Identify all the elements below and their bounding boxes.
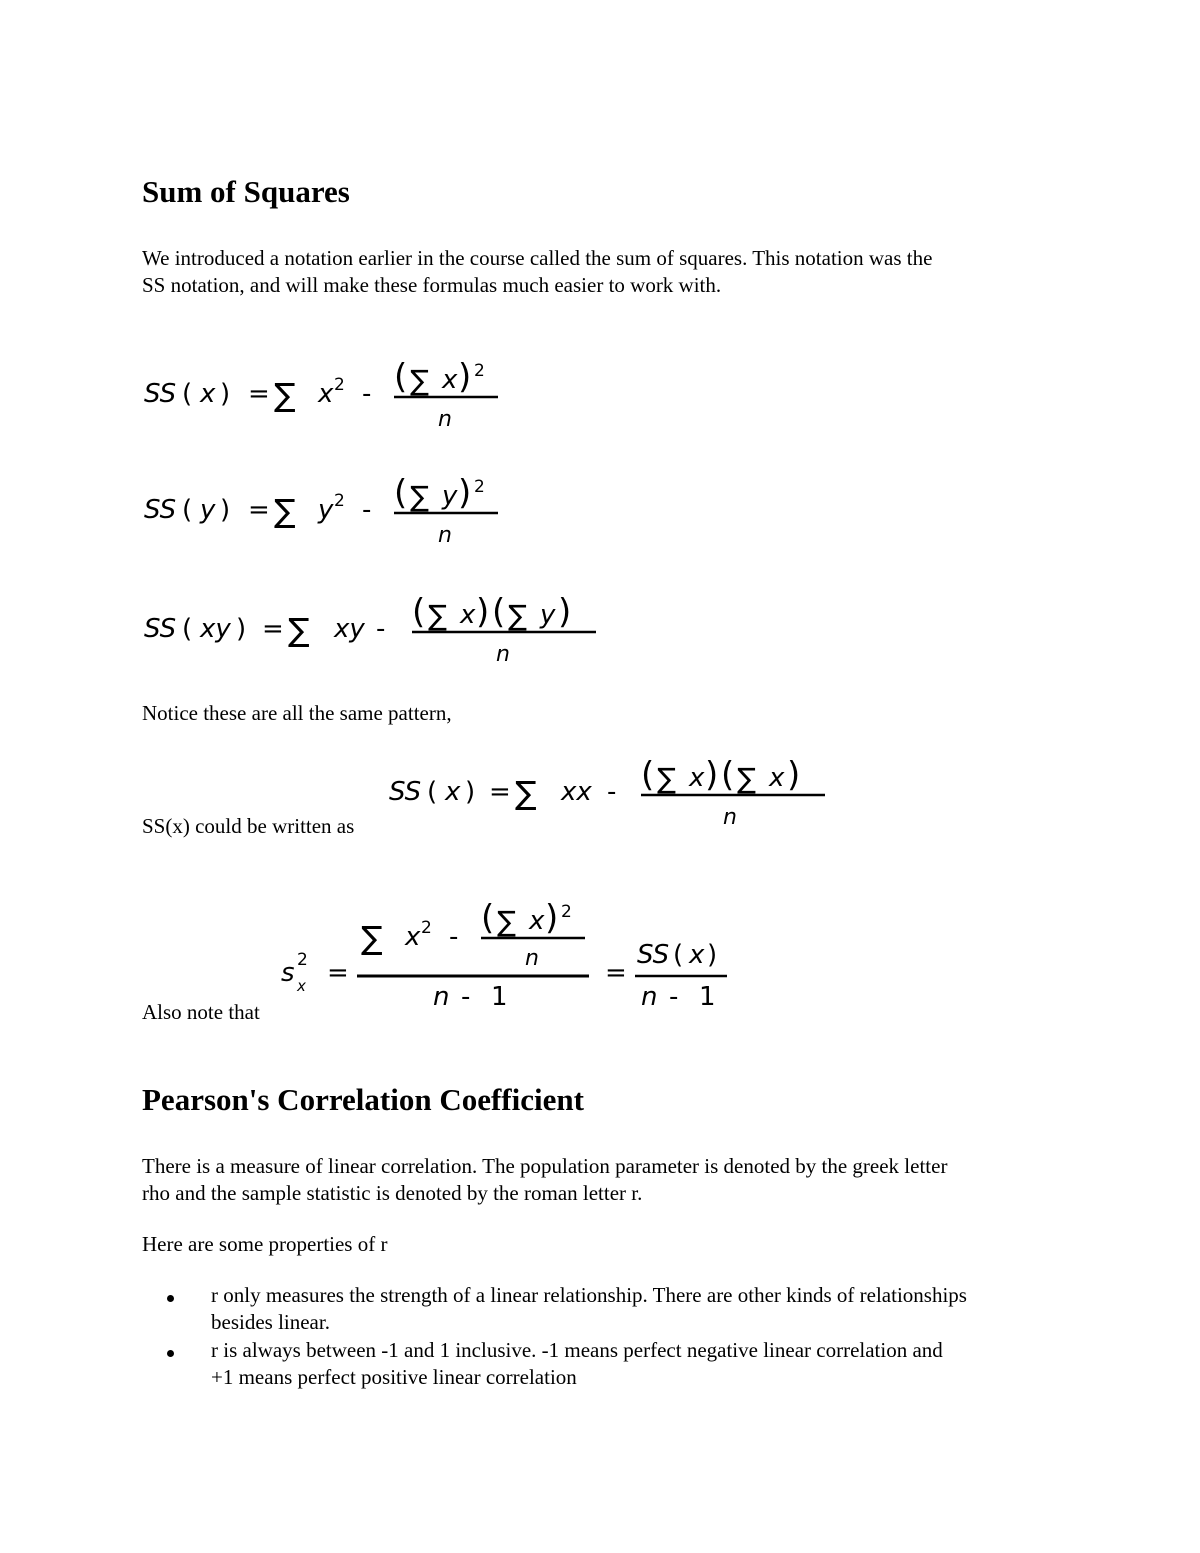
svg-text:∑: ∑ <box>497 905 516 938</box>
svg-text:∑: ∑ <box>508 599 527 632</box>
svg-text:(: ( <box>412 592 426 632</box>
svg-text:(: ( <box>721 755 735 795</box>
svg-text:): ) <box>558 592 572 632</box>
svg-text:): ) <box>787 755 801 795</box>
svg-text:): ) <box>458 357 472 397</box>
list-item-line-1: r is always between -1 and 1 inclusive. -1 means perfect negative linear correlation and <box>211 1338 943 1362</box>
notice-paragraph: Notice these are all the same pattern, <box>142 701 452 725</box>
svg-text:x: x <box>689 940 705 970</box>
svg-text:x: x <box>200 379 216 409</box>
svg-text:SS: SS <box>389 777 422 807</box>
svg-text:1: 1 <box>699 982 716 1012</box>
svg-text:x: x <box>405 922 421 952</box>
svg-text:2: 2 <box>334 491 345 511</box>
formula-ss-x <box>140 350 520 435</box>
svg-text:): ) <box>705 755 719 795</box>
section-heading-sum-of-squares: Sum of Squares <box>142 174 350 209</box>
svg-text:∑: ∑ <box>288 611 310 649</box>
svg-text:2: 2 <box>421 918 432 938</box>
svg-text:1: 1 <box>491 982 508 1012</box>
svg-text:n: n <box>525 946 539 971</box>
svg-text:n: n <box>723 805 737 830</box>
svg-text:∑: ∑ <box>515 774 537 812</box>
svg-text:(: ( <box>673 940 684 970</box>
bullet-dot <box>167 1295 174 1302</box>
ssx-written-paragraph: SS(x) could be written as <box>142 814 355 838</box>
svg-text:-: - <box>362 495 372 525</box>
svg-text:): ) <box>476 592 490 632</box>
formula-ss-xy <box>140 585 610 670</box>
svg-text:(: ( <box>641 755 655 795</box>
svg-text:2: 2 <box>334 375 345 395</box>
svg-text:(: ( <box>481 898 495 938</box>
svg-text:=: = <box>327 958 349 988</box>
svg-text:∑: ∑ <box>410 480 429 513</box>
svg-text:n: n <box>438 407 452 432</box>
svg-text:=: = <box>262 614 284 644</box>
intro-paragraph-line-1: We introduced a notation earlier in the course called the sum of squares. This notation was the <box>142 246 933 270</box>
section-heading-pearson: Pearson's Correlation Coefficient <box>142 1082 584 1117</box>
svg-text:-: - <box>362 379 372 409</box>
also-note-paragraph: Also note that <box>142 1000 260 1024</box>
pearson-intro-line-1: There is a measure of linear correlation. The population parameter is denoted by the greek letter <box>142 1154 948 1178</box>
list-item-line-1: r only measures the strength of a linear relationship. There are other kinds of relationships <box>211 1283 967 1307</box>
svg-text:=: = <box>489 777 511 807</box>
svg-text:x: x <box>769 763 785 793</box>
intro-paragraph-line-2: SS notation, and will make these formulas much easier to work with. <box>142 273 722 297</box>
formula-ss-y <box>140 466 520 551</box>
svg-text:): ) <box>220 495 231 525</box>
svg-text:): ) <box>458 473 472 513</box>
svg-text:2: 2 <box>474 361 485 381</box>
bullet-dot <box>167 1350 174 1357</box>
svg-text:y: y <box>540 600 556 630</box>
svg-text:y: y <box>442 481 458 511</box>
pearson-intro-line-2: rho and the sample statistic is denoted by the roman letter r. <box>142 1181 643 1205</box>
svg-text:xx: xx <box>561 777 592 807</box>
svg-text:∑: ∑ <box>428 599 447 632</box>
svg-text:x: x <box>318 379 334 409</box>
list-item-line-2: besides linear. <box>211 1310 330 1334</box>
svg-text:n: n <box>433 982 450 1012</box>
svg-text:): ) <box>220 379 231 409</box>
svg-text:): ) <box>465 777 476 807</box>
svg-text:x: x <box>460 600 476 630</box>
svg-text:xy: xy <box>200 614 231 644</box>
svg-text:SS: SS <box>144 495 177 525</box>
svg-text:(: ( <box>492 592 506 632</box>
svg-text:=: = <box>248 495 270 525</box>
svg-text:n: n <box>496 642 510 667</box>
svg-text:x: x <box>689 763 705 793</box>
svg-text:2: 2 <box>474 477 485 497</box>
svg-text:SS: SS <box>144 379 177 409</box>
svg-text:2: 2 <box>561 902 572 922</box>
svg-text:(: ( <box>182 379 193 409</box>
svg-text:): ) <box>545 898 559 938</box>
svg-text:∑: ∑ <box>410 364 429 397</box>
svg-text:n: n <box>438 523 452 548</box>
svg-text:x: x <box>529 906 545 936</box>
properties-intro: Here are some properties of r <box>142 1232 388 1256</box>
svg-text:x: x <box>445 777 461 807</box>
svg-text:s: s <box>281 958 295 988</box>
svg-text:(: ( <box>182 614 193 644</box>
svg-text:xy: xy <box>334 614 365 644</box>
svg-text:-: - <box>461 982 471 1012</box>
svg-text:-: - <box>607 777 617 807</box>
svg-text:y: y <box>318 495 334 525</box>
svg-text:∑: ∑ <box>737 762 756 795</box>
svg-text:n: n <box>641 982 658 1012</box>
list-item-line-2: +1 means perfect positive linear correlation <box>211 1365 577 1389</box>
svg-text:∑: ∑ <box>274 376 296 414</box>
svg-text:-: - <box>669 982 679 1012</box>
svg-text:y: y <box>200 495 216 525</box>
svg-text:∑: ∑ <box>361 919 383 957</box>
svg-text:2: 2 <box>297 950 308 970</box>
svg-text:=: = <box>248 379 270 409</box>
formula-sample-variance <box>275 885 745 1020</box>
svg-text:∑: ∑ <box>274 492 296 530</box>
svg-text:): ) <box>707 940 718 970</box>
svg-text:(: ( <box>427 777 438 807</box>
svg-text:(: ( <box>394 357 408 397</box>
formula-ss-x-as-xx <box>385 748 835 833</box>
svg-text:SS: SS <box>637 940 670 970</box>
svg-text:x: x <box>297 977 306 995</box>
svg-text:-: - <box>449 922 459 952</box>
svg-text:(: ( <box>394 473 408 513</box>
svg-text:∑: ∑ <box>657 762 676 795</box>
svg-text:): ) <box>236 614 247 644</box>
svg-text:x: x <box>442 365 458 395</box>
svg-text:SS: SS <box>144 614 177 644</box>
svg-text:=: = <box>605 958 627 988</box>
svg-text:(: ( <box>182 495 193 525</box>
svg-text:-: - <box>376 614 386 644</box>
